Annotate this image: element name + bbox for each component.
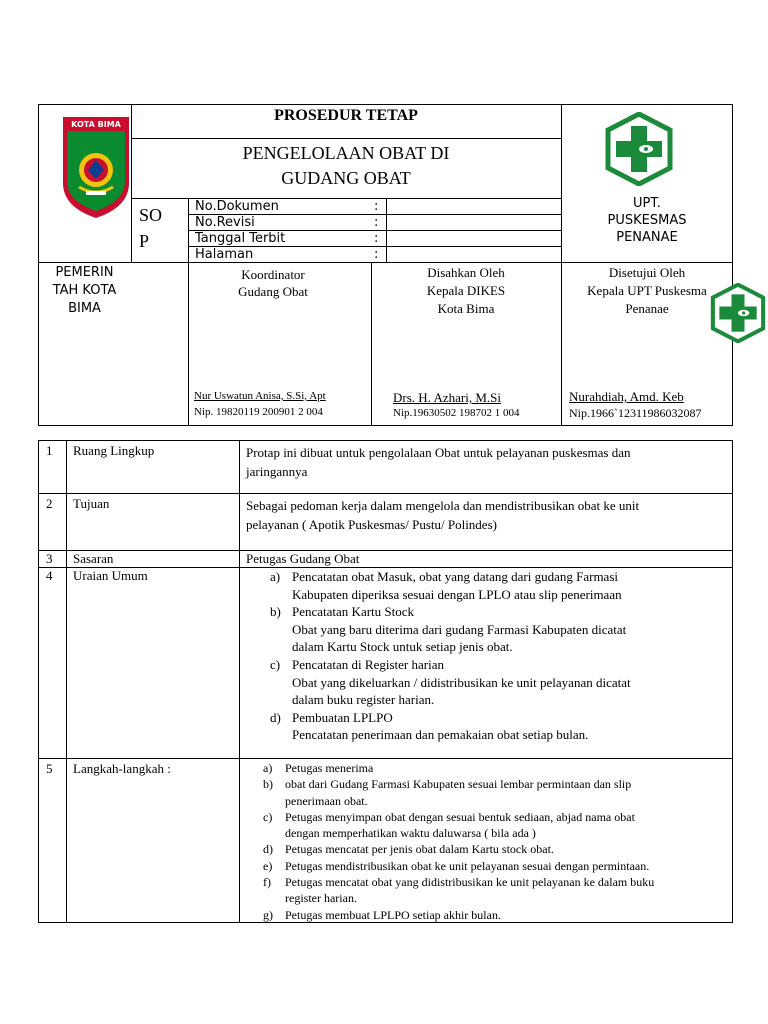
puskesmas-logo: [604, 112, 674, 191]
doc-field-no-dokumen: No.Dokumen: [195, 199, 279, 214]
row-3-no: 3: [46, 551, 53, 566]
puskesmas-logo-small: [708, 283, 768, 348]
sign-puskesmas-nip: Nip.1966`12311986032087: [569, 406, 702, 420]
list-item: b) obat dari Gudang Farmasi Kabupaten sesuai lembar permintaan dan slip penerimaan obat.: [263, 777, 632, 808]
list-item: d) Petugas mencatat per jenis obat dalam Kartu stock obat.: [263, 842, 554, 857]
row-1-no: 1: [46, 443, 53, 458]
doc-field-halaman: Halaman: [195, 247, 254, 262]
doc-subtitle: PENGELOLAAN OBAT DI GUDANG OBAT: [242, 143, 450, 188]
list-item: c) Pencatatan di Register harian Obat yang dikeluarkan / didistribusikan ke unit pelayanan dicatat dalam buku register harian.: [270, 656, 631, 708]
row-3-label: Sasaran: [73, 551, 114, 566]
sign-koordinator-name: Nur Uswatun Anisa, S.Si, Apt: [194, 390, 326, 402]
list-item: c) Petugas menyimpan obat dengan sesuai bentuk sediaan, abjad nama obat dengan memperhatikan waktu daluwarsa ( bila ada ): [263, 809, 635, 841]
svg-text:KOTA BIMA: KOTA BIMA: [71, 120, 121, 129]
sign-puskesmas-name: Nurahdiah, Amd. Keb: [569, 389, 684, 404]
doc-field-labels: [195, 199, 285, 263]
uraian-list: [270, 568, 725, 744]
list-item: e) Petugas mendistribusikan obat ke unit pelayanan sesuai dengan permintaan.: [263, 858, 650, 873]
row-2-text: Sebagai pedoman kerja dalam mengelola dan mendistribusikan obat ke unit pelayanan ( Apotik Puskesmas/ Pustu/ Polindes): [246, 498, 640, 532]
row-1-text: Protap ini dibuat untuk pengolalaan Obat untuk pelayanan puskesmas dan jaringannya: [246, 445, 631, 479]
row-5-label: Langkah-langkah :: [73, 761, 171, 776]
doc-title: PROSEDUR TETAP: [274, 107, 418, 124]
row-2-label: Tujuan: [73, 496, 110, 511]
sign-dikes-role: Disahkan Oleh Kepala DIKES Kota Bima: [426, 265, 506, 316]
doc-field-tanggal: Tanggal Terbit: [195, 231, 286, 246]
kota-bima-logo: [61, 115, 131, 220]
row-1-label: Ruang Lingkup: [73, 443, 155, 458]
doc-field-no-revisi: No.Revisi: [195, 215, 255, 230]
row-4-label: Uraian Umum: [73, 568, 148, 583]
row-3-text: Petugas Gudang Obat: [246, 551, 360, 566]
sop-label: SO P: [139, 205, 163, 251]
row-2-no: 2: [46, 496, 53, 511]
list-item: b) Pencatatan Kartu Stock Obat yang baru diterima dari gudang Farmasi Kabupaten dicatat dalam Kartu Stock untuk setiap jenis obat.: [270, 604, 627, 655]
list-item: g) Petugas membuat LPLPO setiap akhir bulan.: [263, 907, 501, 922]
row-5-no: 5: [46, 761, 53, 776]
list-item: f) Petugas mencatat obat yang didistribusikan ke unit pelayanan ke dalam buku register harian.: [263, 875, 655, 906]
list-item: a) Petugas menerima: [263, 761, 374, 775]
sign-koordinator-role: Koordinator Gudang Obat: [238, 267, 308, 299]
right-org-name: UPT. PUSKESMAS PENANAE: [607, 196, 687, 245]
row-4-no: 4: [46, 568, 53, 583]
list-item: d) Pembuatan LPLPO Pencatatan penerimaan dan pemakaian obat setiap bulan.: [270, 709, 589, 743]
sign-dikes-name: Drs. H. Azhari, M.Si: [393, 390, 501, 405]
langkah-list: [263, 760, 728, 923]
left-org-name: PEMERIN TAH KOTA BIMA: [52, 265, 117, 316]
sign-puskesmas-role: Disetujui Oleh Kepala UPT Puskesma Penanae: [587, 265, 707, 316]
sign-dikes-nip: Nip.19630502 198702 1 004: [393, 407, 520, 419]
doc-field-seps: : : : :: [374, 199, 379, 262]
list-item: a) Pencatatan obat Masuk, obat yang datang dari gudang Farmasi Kabupaten diperiksa sesuai dengan LPLO atau slip penerimaan: [270, 569, 622, 602]
sign-koordinator-nip: Nip. 19820119 200901 2 004: [194, 406, 323, 418]
